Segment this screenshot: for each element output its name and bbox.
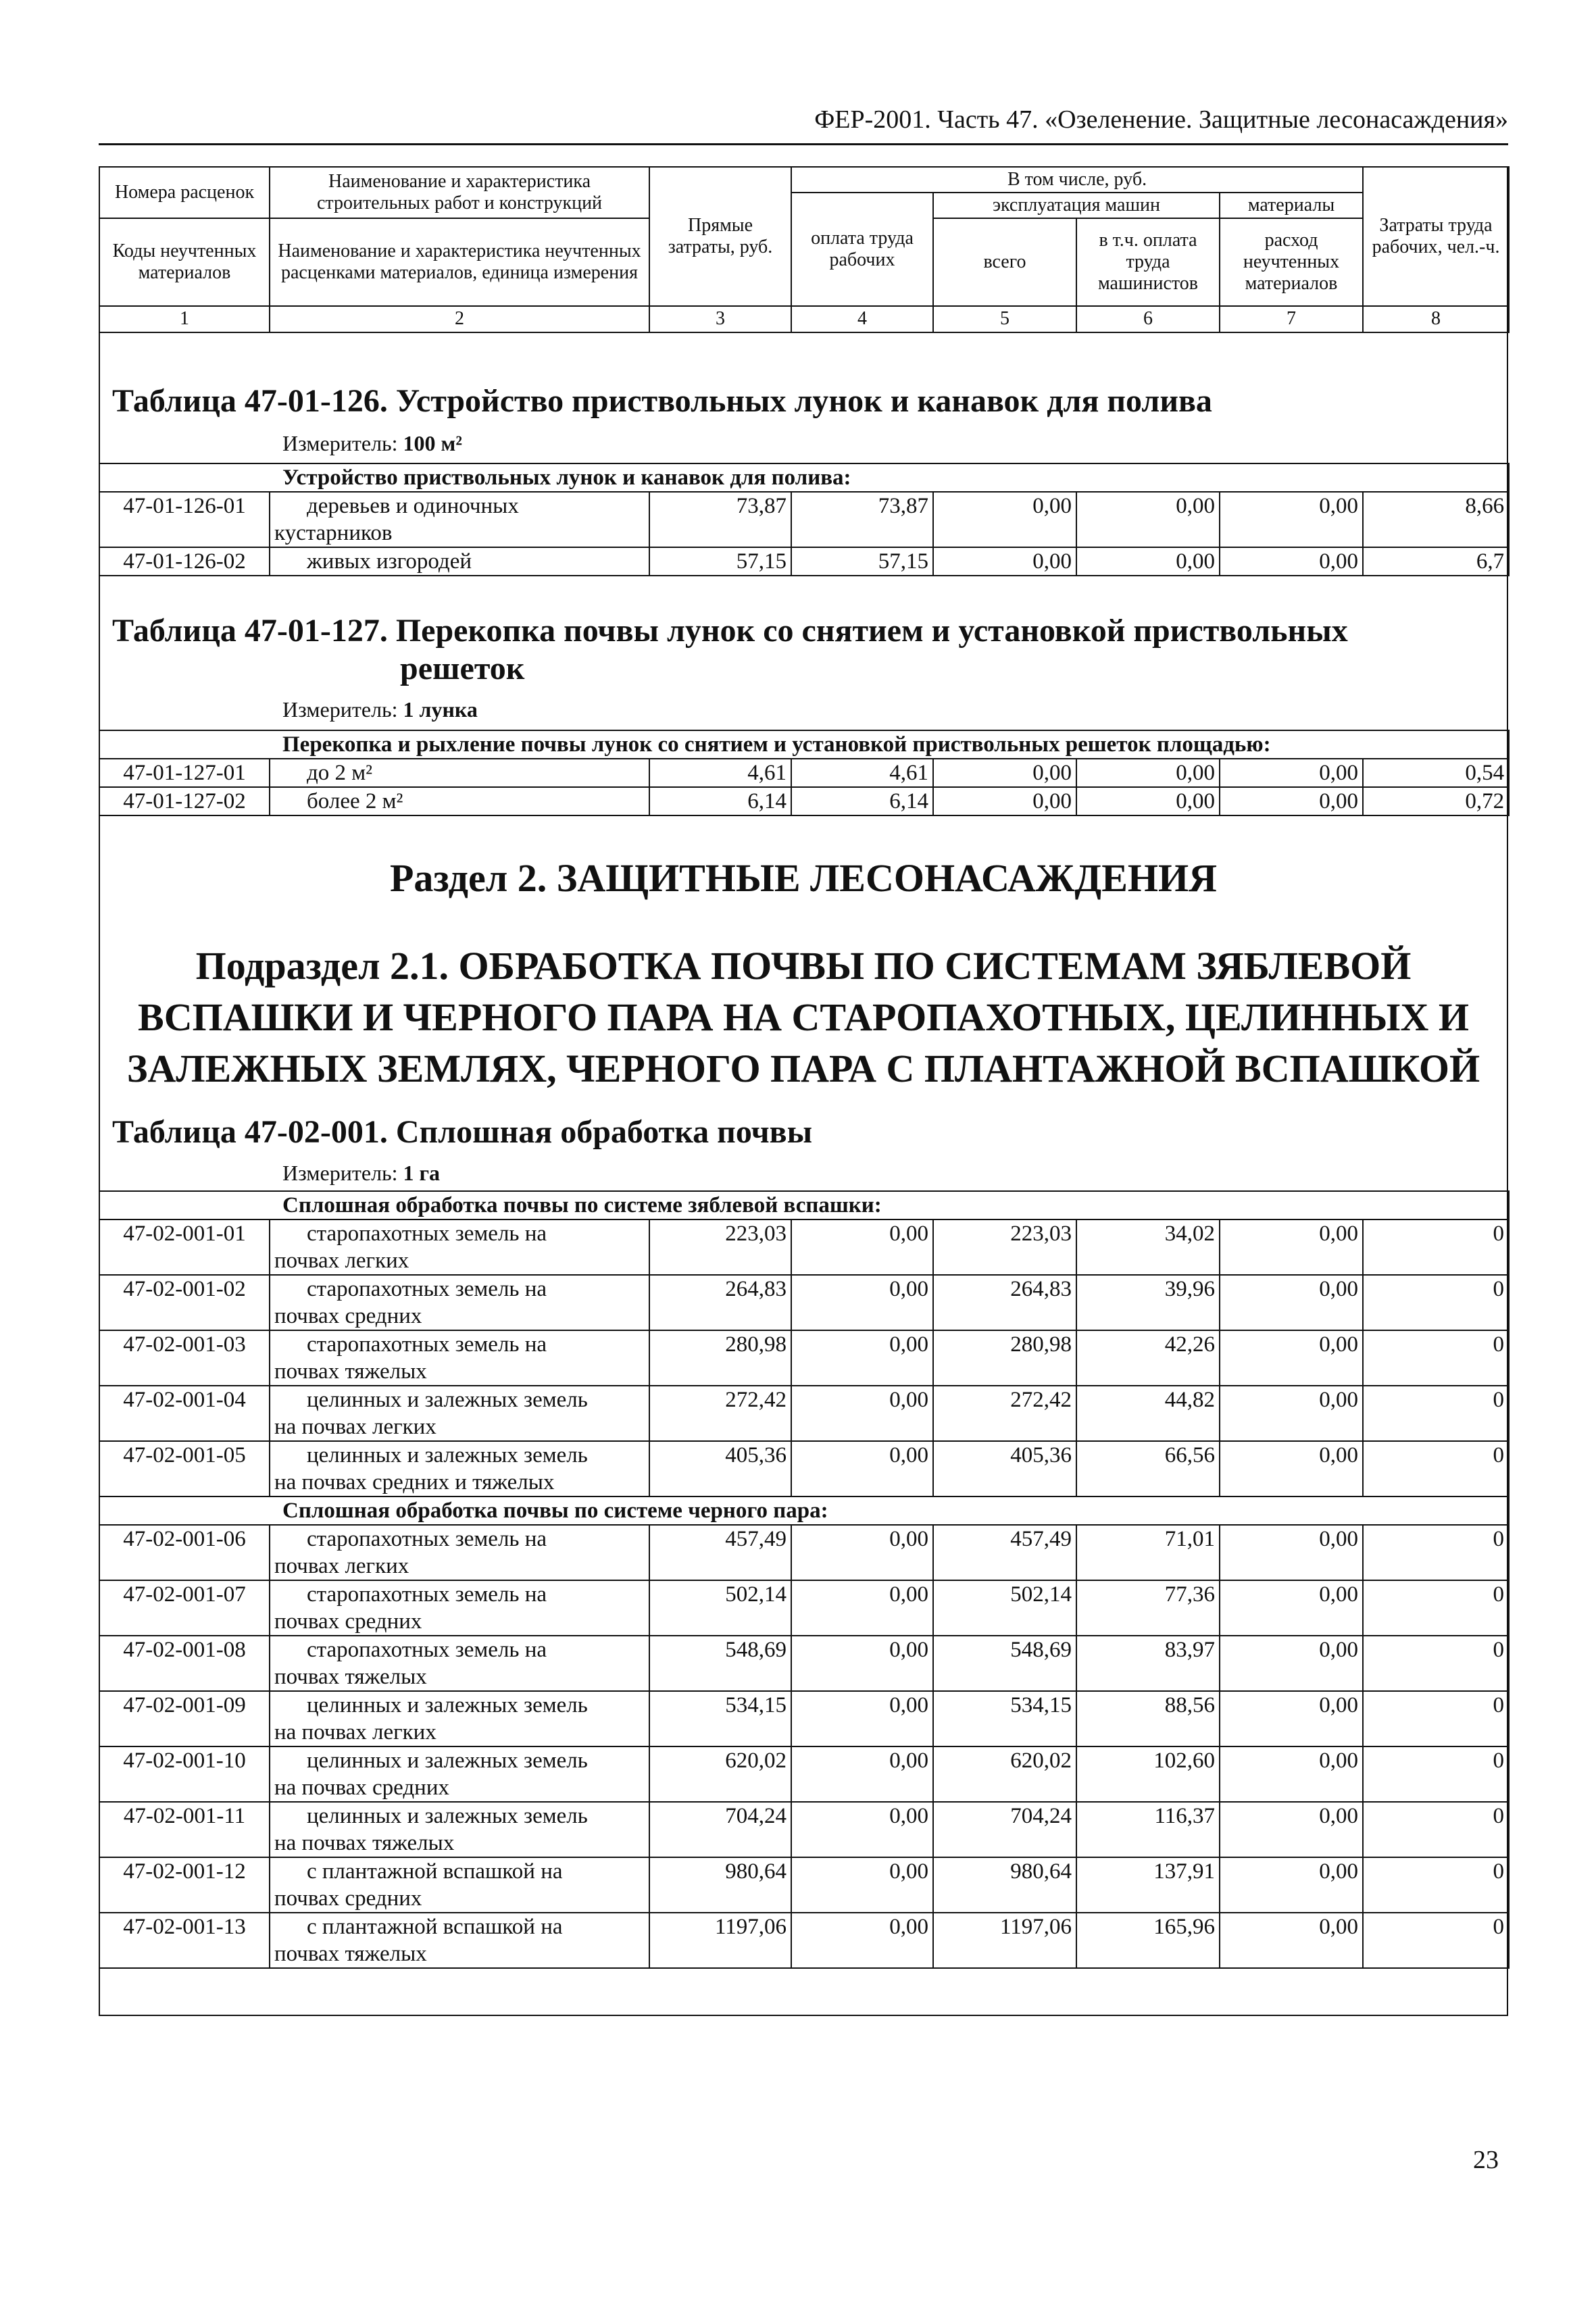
- labor-pay-value: 0,00: [791, 1636, 933, 1691]
- machinists-value: 71,01: [1076, 1525, 1220, 1580]
- rate-code: 47-02-001-05: [99, 1441, 270, 1496]
- direct-costs-value: 534,15: [649, 1691, 791, 1746]
- machinists-value: 116,37: [1076, 1802, 1220, 1857]
- rate-name: целинных и залежных земель на почвах средних и тяжелых: [270, 1441, 649, 1496]
- labor-hours-value: 0: [1363, 1386, 1509, 1441]
- labor-pay-value: 0,00: [791, 1525, 933, 1580]
- rate-name: старопахотных земель на почвах средних: [270, 1275, 649, 1330]
- rate-code: 47-01-126-01: [99, 492, 270, 547]
- machinists-value: 83,97: [1076, 1636, 1220, 1691]
- labor-hours-value: 0: [1363, 1580, 1509, 1636]
- labor-hours-value: 0: [1363, 1330, 1509, 1386]
- materials-value: 0,00: [1220, 1636, 1363, 1691]
- rate-code: 47-01-127-02: [99, 787, 270, 815]
- table-126-measure: Измеритель: 100 м²: [282, 431, 462, 455]
- machinists-value: 0,00: [1076, 547, 1220, 576]
- table-row: [99, 1525, 1509, 1580]
- table-127-title: Таблица 47-01-127. Перекопка почвы лунок со снятием и установкой приствольных: [112, 613, 1348, 649]
- materials-value: 0,00: [1220, 492, 1363, 547]
- direct-costs-value: 548,69: [649, 1636, 791, 1691]
- machinists-value: 88,56: [1076, 1691, 1220, 1746]
- rate-code: 47-02-001-07: [99, 1580, 270, 1636]
- col-num: 3: [649, 306, 791, 332]
- table-row: [99, 1636, 1509, 1691]
- rate-name: старопахотных земель на почвах легких: [270, 1525, 649, 1580]
- col-machines: эксплуатация машин: [933, 193, 1220, 218]
- labor-pay-value: 0,00: [791, 1275, 933, 1330]
- col-name-label: Наименование и характеристика строительных работ и конструкций: [270, 167, 649, 218]
- direct-costs-value: 502,14: [649, 1580, 791, 1636]
- machines-value: 280,98: [933, 1330, 1076, 1386]
- col-num: 2: [270, 306, 649, 332]
- rate-name: до 2 м²: [270, 759, 649, 787]
- machines-value: 548,69: [933, 1636, 1076, 1691]
- col-num: 6: [1076, 306, 1220, 332]
- rate-code: 47-02-001-06: [99, 1525, 270, 1580]
- col-materials: материалы: [1220, 193, 1363, 218]
- machines-value: 0,00: [933, 787, 1076, 815]
- rate-name: живых изгородей: [270, 547, 649, 576]
- machinists-value: 137,91: [1076, 1857, 1220, 1913]
- machinists-value: 66,56: [1076, 1441, 1220, 1496]
- labor-hours-value: 0,72: [1363, 787, 1509, 815]
- table-row: [99, 1913, 1509, 1968]
- labor-hours-value: 6,7: [1363, 547, 1509, 576]
- direct-costs-value: 1197,06: [649, 1913, 791, 1968]
- materials-value: 0,00: [1220, 1275, 1363, 1330]
- materials-value: 0,00: [1220, 1525, 1363, 1580]
- section-title: Раздел 2. ЗАЩИТНЫЕ ЛЕСОНАСАЖДЕНИЯ: [389, 856, 1217, 900]
- table-127-measure: Измеритель: 1 лунка: [282, 697, 478, 722]
- direct-costs-value: 620,02: [649, 1746, 791, 1802]
- direct-costs-value: 980,64: [649, 1857, 791, 1913]
- labor-pay-value: 57,15: [791, 547, 933, 576]
- direct-costs-value: 457,49: [649, 1525, 791, 1580]
- rate-code: 47-02-001-04: [99, 1386, 270, 1441]
- labor-hours-value: 0,54: [1363, 759, 1509, 787]
- rate-name: старопахотных земель на почвах легких: [270, 1219, 649, 1275]
- materials-value: 0,00: [1220, 759, 1363, 787]
- machinists-value: 165,96: [1076, 1913, 1220, 1968]
- rate-code: 47-02-001-03: [99, 1330, 270, 1386]
- table-row: [99, 1746, 1509, 1802]
- machinists-value: 0,00: [1076, 759, 1220, 787]
- rate-name: с плантажной вспашкой на почвах тяжелых: [270, 1913, 649, 1968]
- rate-name: целинных и залежных земель на почвах легких: [270, 1386, 649, 1441]
- labor-pay-value: 0,00: [791, 1330, 933, 1386]
- materials-value: 0,00: [1220, 787, 1363, 815]
- rate-name: целинных и залежных земель на почвах легких: [270, 1691, 649, 1746]
- labor-hours-value: 0: [1363, 1219, 1509, 1275]
- table-126: [99, 463, 1510, 576]
- col-num: 1: [99, 306, 270, 332]
- group-label: Перекопка и рыхление почвы лунок со снятием и установкой приствольных решеток площадью:: [99, 730, 1509, 759]
- rate-name: старопахотных земель на почвах тяжелых: [270, 1636, 649, 1691]
- machines-value: 620,02: [933, 1746, 1076, 1802]
- column-header-table: [99, 166, 1510, 333]
- col-num: 7: [1220, 306, 1363, 332]
- col-labor-costs: Затраты труда рабочих, чел.-ч.: [1363, 167, 1509, 306]
- direct-costs-value: 280,98: [649, 1330, 791, 1386]
- group-label: Сплошная обработка почвы по системе зяблевой вспашки:: [99, 1191, 1509, 1219]
- labor-hours-value: 0: [1363, 1275, 1509, 1330]
- direct-costs-value: 6,14: [649, 787, 791, 815]
- rate-code: 47-02-001-11: [99, 1802, 270, 1857]
- labor-pay-value: 0,00: [791, 1580, 933, 1636]
- materials-value: 0,00: [1220, 1913, 1363, 1968]
- table-127: [99, 730, 1510, 816]
- table-row: [99, 492, 1509, 547]
- labor-hours-value: 0: [1363, 1691, 1509, 1746]
- direct-costs-value: 4,61: [649, 759, 791, 787]
- machines-value: 0,00: [933, 492, 1076, 547]
- materials-value: 0,00: [1220, 1746, 1363, 1802]
- table-row: [99, 1386, 1509, 1441]
- labor-hours-value: 0: [1363, 1441, 1509, 1496]
- machinists-value: 44,82: [1076, 1386, 1220, 1441]
- labor-pay-value: 0,00: [791, 1802, 933, 1857]
- table-row: [99, 547, 1509, 576]
- table-row: [99, 1802, 1509, 1857]
- labor-pay-value: 0,00: [791, 1219, 933, 1275]
- labor-hours-value: 0: [1363, 1857, 1509, 1913]
- direct-costs-value: 272,42: [649, 1386, 791, 1441]
- labor-pay-value: 0,00: [791, 1913, 933, 1968]
- labor-hours-value: 0: [1363, 1802, 1509, 1857]
- rate-name: старопахотных земель на почвах средних: [270, 1580, 649, 1636]
- col-codes-label: Коды неучтенных материалов: [99, 218, 270, 306]
- col-num: 5: [933, 306, 1076, 332]
- table-row: [99, 1219, 1509, 1275]
- materials-value: 0,00: [1220, 547, 1363, 576]
- machines-value: 223,03: [933, 1219, 1076, 1275]
- labor-hours-value: 0: [1363, 1746, 1509, 1802]
- machinists-value: 0,00: [1076, 787, 1220, 815]
- labor-pay-value: 73,87: [791, 492, 933, 547]
- subsection-title-line-3: ЗАЛЕЖНЫХ ЗЕМЛЯХ, ЧЕРНОГО ПАРА С ПЛАНТАЖНОЙ ВСПАШКОЙ: [126, 1047, 1480, 1090]
- machines-value: 980,64: [933, 1857, 1076, 1913]
- header-rule: [99, 143, 1508, 145]
- table-126-title: Таблица 47-01-126. Устройство приствольных лунок и канавок для полива: [112, 383, 1212, 419]
- materials-value: 0,00: [1220, 1802, 1363, 1857]
- rate-code: 47-01-127-01: [99, 759, 270, 787]
- materials-value: 0,00: [1220, 1386, 1363, 1441]
- machines-value: 0,00: [933, 759, 1076, 787]
- running-title: ФЕР-2001. Часть 47. «Озеленение. Защитные лесонасаждения»: [814, 105, 1508, 134]
- col-materials-use: расход неучтенных материалов: [1220, 218, 1363, 306]
- page-number: 23: [1473, 2146, 1499, 2174]
- col-number-label: Номера расценок: [99, 167, 270, 218]
- table-row: [99, 1691, 1509, 1746]
- table-001: [99, 1190, 1510, 1969]
- materials-value: 0,00: [1220, 1580, 1363, 1636]
- machines-value: 0,00: [933, 547, 1076, 576]
- table-row: [99, 759, 1509, 787]
- labor-pay-value: 0,00: [791, 1691, 933, 1746]
- machinists-value: 42,26: [1076, 1330, 1220, 1386]
- direct-costs-value: 73,87: [649, 492, 791, 547]
- rate-name: деревьев и одиночных кустарников: [270, 492, 649, 547]
- col-num: 4: [791, 306, 933, 332]
- machines-value: 264,83: [933, 1275, 1076, 1330]
- subsection-title-line-2: ВСПАШКИ И ЧЕРНОГО ПАРА НА СТАРОПАХОТНЫХ, ЦЕЛИННЫХ И: [138, 995, 1469, 1039]
- col-labor-pay: оплата труда рабочих: [791, 193, 933, 306]
- rate-code: 47-02-001-12: [99, 1857, 270, 1913]
- direct-costs-value: 405,36: [649, 1441, 791, 1496]
- table-001-measure: Измеритель: 1 га: [282, 1161, 441, 1185]
- machinists-value: 39,96: [1076, 1275, 1220, 1330]
- rate-name: старопахотных земель на почвах тяжелых: [270, 1330, 649, 1386]
- labor-pay-value: 6,14: [791, 787, 933, 815]
- rate-code: 47-02-001-02: [99, 1275, 270, 1330]
- materials-value: 0,00: [1220, 1219, 1363, 1275]
- rate-code: 47-02-001-01: [99, 1219, 270, 1275]
- labor-pay-value: 0,00: [791, 1441, 933, 1496]
- machines-value: 457,49: [933, 1525, 1076, 1580]
- machinists-value: 77,36: [1076, 1580, 1220, 1636]
- rate-code: 47-02-001-09: [99, 1691, 270, 1746]
- table-127-title-cont: решеток: [400, 651, 525, 686]
- machines-value: 534,15: [933, 1691, 1076, 1746]
- machines-value: 272,42: [933, 1386, 1076, 1441]
- group-label: Сплошная обработка почвы по системе черного пара:: [99, 1496, 1509, 1525]
- materials-value: 0,00: [1220, 1691, 1363, 1746]
- table-001-title: Таблица 47-02-001. Сплошная обработка почвы: [112, 1114, 813, 1150]
- col-machines-total: всего: [933, 218, 1076, 306]
- table-row: [99, 1330, 1509, 1386]
- rate-name: целинных и залежных земель на почвах средних: [270, 1746, 649, 1802]
- rate-name: более 2 м²: [270, 787, 649, 815]
- rate-name: с плантажной вспашкой на почвах средних: [270, 1857, 649, 1913]
- labor-pay-value: 4,61: [791, 759, 933, 787]
- labor-pay-value: 0,00: [791, 1857, 933, 1913]
- subsection-title-line-1: Подраздел 2.1. ОБРАБОТКА ПОЧВЫ ПО СИСТЕМАМ ЗЯБЛЕВОЙ: [195, 944, 1412, 988]
- labor-pay-value: 0,00: [791, 1746, 933, 1802]
- rate-code: 47-02-001-10: [99, 1746, 270, 1802]
- machinists-value: 102,60: [1076, 1746, 1220, 1802]
- col-direct-costs: Прямые затраты, руб.: [649, 167, 791, 306]
- rate-name: целинных и залежных земель на почвах тяжелых: [270, 1802, 649, 1857]
- rate-code: 47-02-001-08: [99, 1636, 270, 1691]
- table-row: [99, 1857, 1509, 1913]
- labor-hours-value: 0: [1363, 1636, 1509, 1691]
- machines-value: 502,14: [933, 1580, 1076, 1636]
- materials-value: 0,00: [1220, 1330, 1363, 1386]
- direct-costs-value: 223,03: [649, 1219, 791, 1275]
- materials-value: 0,00: [1220, 1857, 1363, 1913]
- materials-value: 0,00: [1220, 1441, 1363, 1496]
- labor-hours-value: 0: [1363, 1913, 1509, 1968]
- labor-pay-value: 0,00: [791, 1386, 933, 1441]
- table-row: [99, 787, 1509, 815]
- col-num: 8: [1363, 306, 1509, 332]
- table-row: [99, 1580, 1509, 1636]
- machinists-value: 0,00: [1076, 492, 1220, 547]
- group-label: Устройство приствольных лунок и канавок для полива:: [99, 463, 1509, 492]
- machinists-value: 34,02: [1076, 1219, 1220, 1275]
- machines-value: 405,36: [933, 1441, 1076, 1496]
- col-name-unaccounted-label: Наименование и характеристика неучтенных расценками материалов, единица измерения: [270, 218, 649, 306]
- direct-costs-value: 264,83: [649, 1275, 791, 1330]
- table-row: [99, 1275, 1509, 1330]
- labor-hours-value: 0: [1363, 1525, 1509, 1580]
- col-machinists-pay: в т.ч. оплата труда машинистов: [1076, 218, 1220, 306]
- table-row: [99, 1441, 1509, 1496]
- direct-costs-value: 57,15: [649, 547, 791, 576]
- machines-value: 1197,06: [933, 1913, 1076, 1968]
- direct-costs-value: 704,24: [649, 1802, 791, 1857]
- rate-code: 47-02-001-13: [99, 1913, 270, 1968]
- col-including: В том числе, руб.: [791, 167, 1363, 193]
- rate-code: 47-01-126-02: [99, 547, 270, 576]
- machines-value: 704,24: [933, 1802, 1076, 1857]
- labor-hours-value: 8,66: [1363, 492, 1509, 547]
